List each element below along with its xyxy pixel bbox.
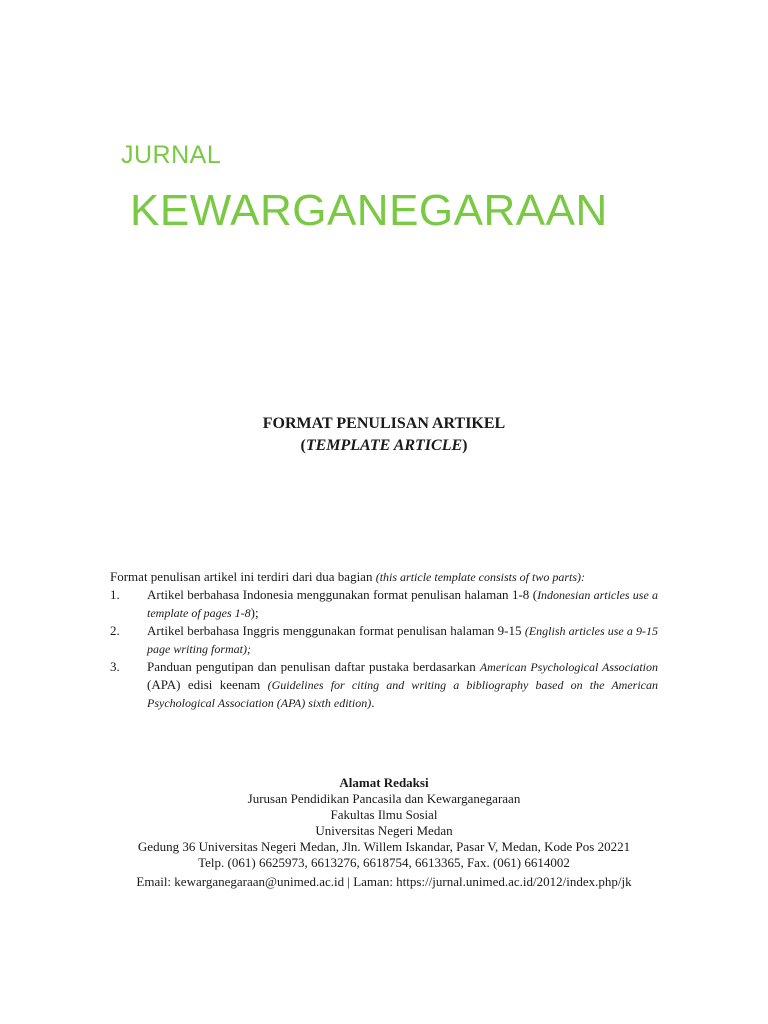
journal-name: KEWARGANEGARAAN <box>130 186 608 235</box>
title-main: FORMAT PENULISAN ARTIKEL <box>262 415 506 432</box>
address-line: Gedung 36 Universitas Negeri Medan, Jln. Willem Iskandar, Pasar V, Medan, Kode Pos 20221 <box>137 839 631 854</box>
list-item <box>110 658 658 712</box>
subtitle-italic: TEMPLATE ARTICLE <box>305 437 463 454</box>
journal-label: JURNAL <box>121 141 222 169</box>
parts-list <box>110 586 658 712</box>
list-number: 3. <box>110 659 120 674</box>
list-number: 2. <box>110 623 120 638</box>
address-heading: Alamat Redaksi <box>339 775 429 790</box>
address-line: Fakultas Ilmu Sosial <box>330 807 438 822</box>
list-number: 1. <box>110 587 120 602</box>
list-item <box>110 622 658 658</box>
list-tail: . <box>371 695 375 710</box>
list-italic: Indonesian articles use a template of pages 1-8 <box>147 588 658 620</box>
list-text: Panduan pengutipan dan penulisan daftar pustaka berdasarkan <box>147 659 480 674</box>
subtitle-close-paren: ) <box>462 437 468 454</box>
document-title <box>0 413 768 457</box>
list-italic: (English articles use a 9-15 page writing format); <box>147 624 658 656</box>
list-item <box>110 586 658 622</box>
address-line: Universitas Negeri Medan <box>315 823 453 838</box>
intro-text: Format penulisan artikel ini terdiri dari dua bagian <box>110 569 376 584</box>
intro-italic: (this article template consists of two parts): <box>375 570 586 584</box>
list-tail: ); <box>250 605 259 620</box>
list-text: Artikel berbahasa Inggris menggunakan format penulisan halaman 9-15 <box>147 623 525 638</box>
title-subtitle <box>0 435 768 457</box>
editorial-address <box>0 775 768 890</box>
intro-sentence <box>110 568 658 586</box>
list-text: Artikel berbahasa Indonesia menggunakan format penulisan halaman 1-8 ( <box>147 587 538 602</box>
template-description <box>110 568 658 712</box>
address-line: Jurusan Pendidikan Pancasila dan Kewarganegaraan <box>247 791 521 806</box>
subtitle-open-paren: ( <box>300 437 306 454</box>
contact-line: Email: kewarganegaraan@unimed.ac.id | Laman: https://jurnal.unimed.ac.id/2012/index.php/jk <box>136 874 632 889</box>
list-text: (APA) edisi keenam <box>147 677 268 692</box>
list-italic: American Psychological Association <box>479 660 658 674</box>
list-italic: (Guidelines for citing and writing a bibliography based on the American Psychological Association (APA) sixth edition) <box>147 678 658 710</box>
address-line: Telp. (061) 6625973, 6613276, 6618754, 6613365, Fax. (061) 6614002 <box>198 855 570 870</box>
